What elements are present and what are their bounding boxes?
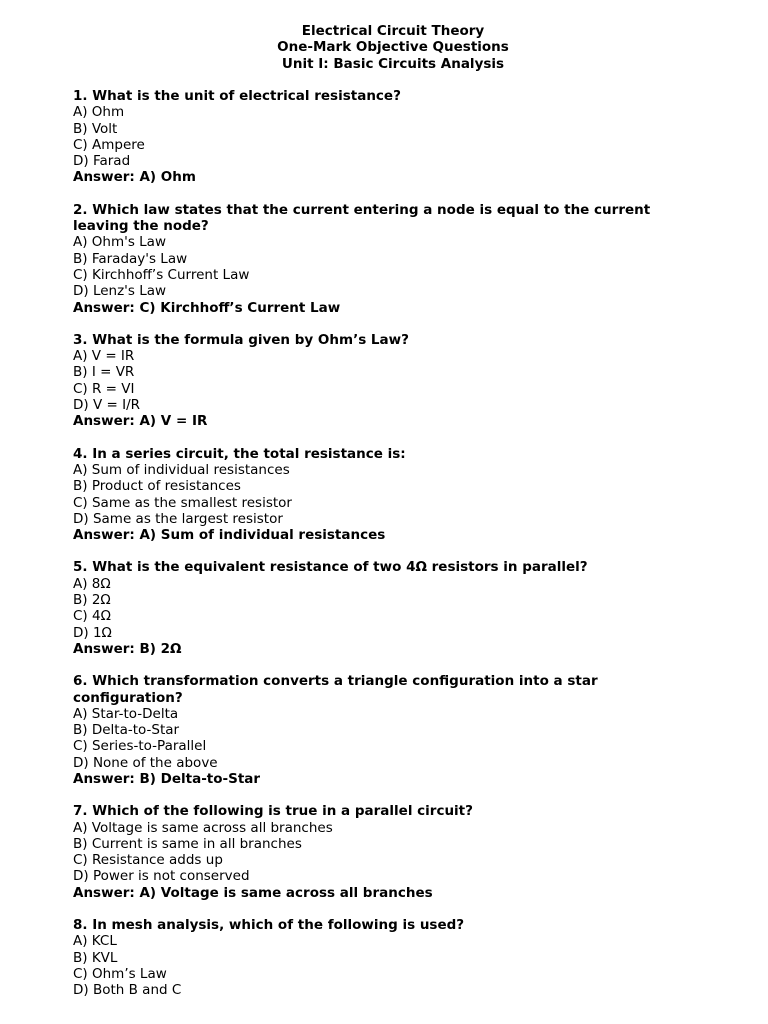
question-text: 5. What is the equivalent resistance of two 4Ω resistors in parallel?: [73, 559, 588, 576]
option-c: C) Ohm’s Law: [73, 965, 167, 982]
answer-text: Answer: C) Kirchhoff’s Current Law: [73, 299, 341, 316]
question-block-4: [73, 446, 713, 544]
question-text-line-1: 2. Which law states that the current entering a node is equal to the current: [73, 201, 651, 218]
option-b: B) KVL: [73, 949, 118, 966]
option-d: D) None of the above: [73, 754, 218, 771]
answer-text: Answer: A) Ohm: [73, 169, 196, 186]
option-d: D) Lenz's Law: [73, 283, 167, 300]
option-a: A) Ohm's Law: [73, 234, 166, 251]
option-b: B) 2Ω: [73, 592, 111, 609]
option-d: D) V = I/R: [73, 397, 140, 414]
option-b: B) Current is same in all branches: [73, 835, 302, 852]
question-block-3: [73, 332, 713, 430]
option-c: C) Ampere: [73, 136, 145, 153]
document-header: [0, 23, 768, 72]
answer-text: Answer: B) Delta-to-Star: [73, 770, 261, 787]
question-block-6: [73, 673, 713, 787]
option-d: D) Farad: [73, 153, 131, 170]
document-title: Electrical Circuit Theory: [301, 23, 485, 39]
option-b: B) Delta-to-Star: [73, 722, 180, 739]
question-block-7: [73, 803, 713, 901]
option-d: D) Same as the largest resistor: [73, 510, 283, 527]
document-subtitle: One-Mark Objective Questions: [277, 39, 509, 56]
answer-text: Answer: A) V = IR: [73, 413, 208, 430]
option-a: A) 8Ω: [73, 575, 111, 592]
option-d: D) Power is not conserved: [73, 868, 250, 885]
question-block-5: [73, 559, 713, 657]
option-a: A) V = IR: [73, 348, 135, 365]
option-c: C) 4Ω: [73, 608, 111, 625]
option-c: C) Kirchhoff’s Current Law: [73, 266, 250, 283]
option-b: B) Volt: [73, 120, 118, 137]
question-text: 4. In a series circuit, the total resistance is:: [73, 445, 406, 462]
question-text: 8. In mesh analysis, which of the following is used?: [73, 917, 465, 934]
option-b: B) Faraday's Law: [73, 250, 188, 267]
answer-text: Answer: A) Sum of individual resistances: [73, 527, 386, 544]
option-a: A) Voltage is same across all branches: [73, 819, 333, 836]
option-a: A) KCL: [73, 933, 117, 950]
question-text-line-2: leaving the node?: [73, 218, 209, 235]
option-c: C) Resistance adds up: [73, 852, 223, 869]
option-d: D) 1Ω: [73, 624, 112, 641]
question-block-1: [73, 88, 713, 186]
option-d: D) Both B and C: [73, 982, 182, 999]
option-c: C) Series-to-Parallel: [73, 738, 207, 755]
question-text: 7. Which of the following is true in a parallel circuit?: [73, 803, 473, 820]
document-unit-heading: Unit I: Basic Circuits Analysis: [281, 55, 505, 72]
answer-text: Answer: A) Voltage is same across all branches: [73, 884, 433, 901]
option-a: A) Ohm: [73, 104, 125, 121]
option-b: B) Product of resistances: [73, 478, 241, 495]
option-c: C) R = VI: [73, 380, 135, 397]
question-list: [73, 88, 713, 1015]
option-a: A) Sum of individual resistances: [73, 461, 290, 478]
question-text-line-2: configuration?: [73, 689, 183, 706]
option-b: B) I = VR: [73, 364, 135, 381]
answer-text: Answer: B) 2Ω: [73, 640, 182, 657]
option-a: A) Star-to-Delta: [73, 705, 179, 722]
question-text-line-1: 6. Which transformation converts a triangle configuration into a star: [73, 673, 598, 690]
question-text: 3. What is the formula given by Ohm’s Law?: [73, 331, 409, 348]
option-c: C) Same as the smallest resistor: [73, 494, 292, 511]
question-block-2: [73, 202, 713, 316]
question-text: 1. What is the unit of electrical resistance?: [73, 88, 401, 104]
question-block-8: [73, 917, 713, 998]
